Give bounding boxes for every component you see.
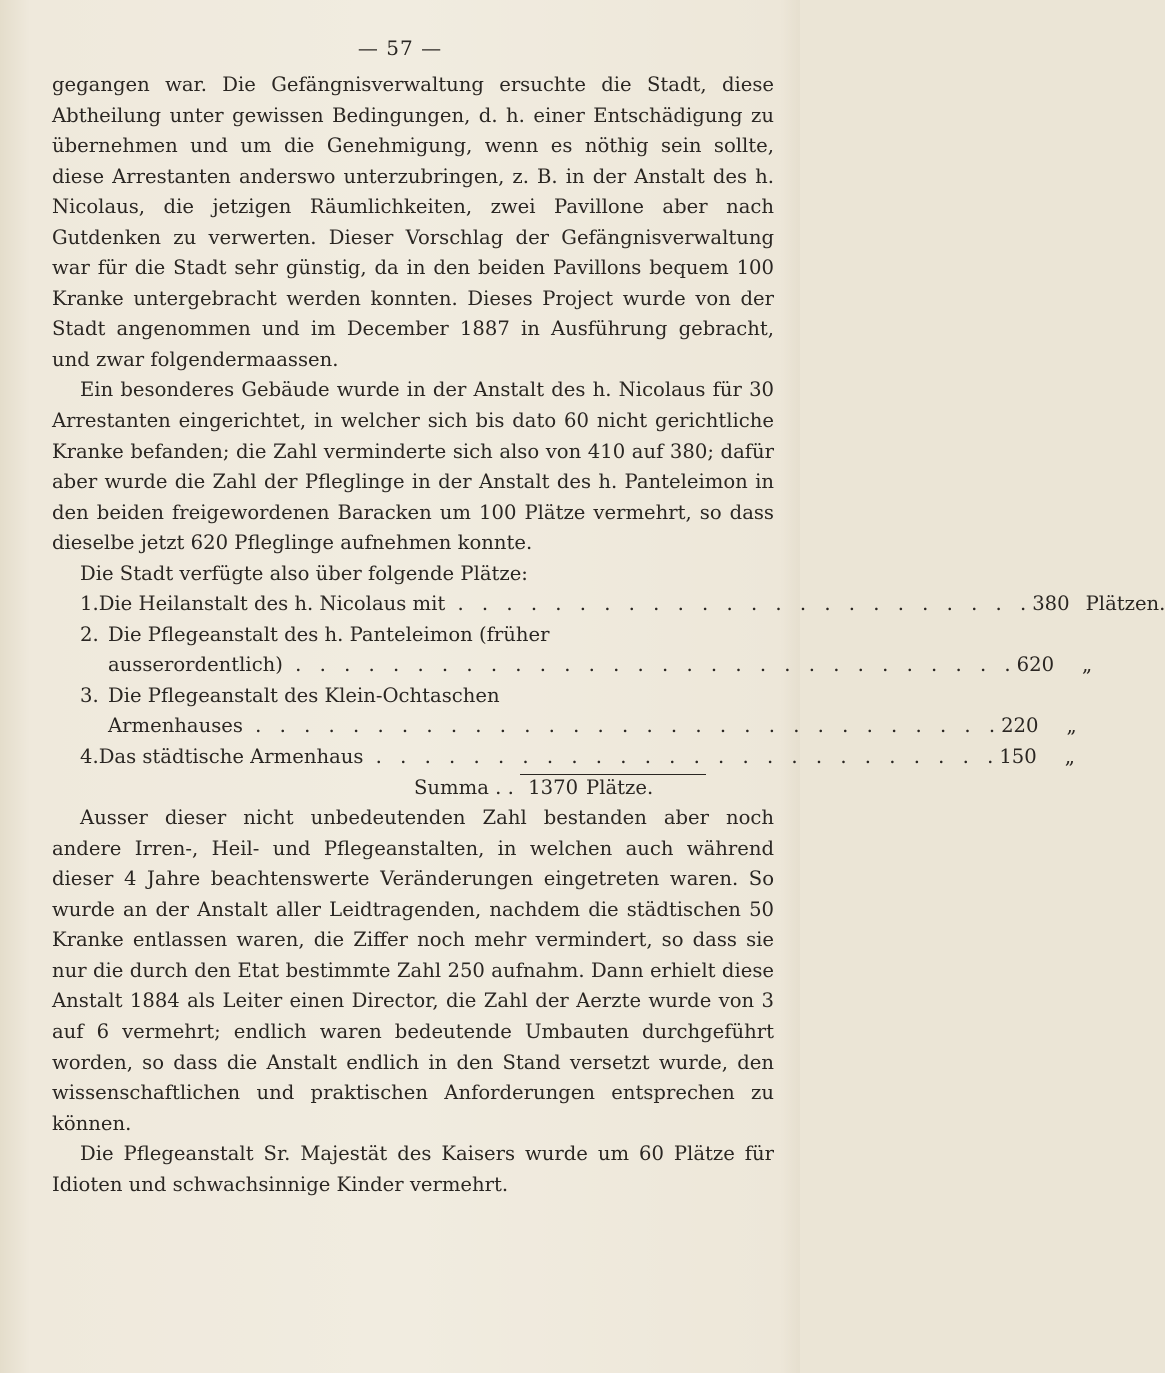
dot-leader: . . . . . . . . . . . . . . . . . . . . . . . . . . . . . . . (242, 714, 1002, 738)
paragraph-2: Ein besonderes Gebäude wurde in der Anstalt des h. Nicolaus für 30 Arrestanten eingerichtet, in welcher sich bis dato 60 nicht gerichtliche Kranke befanden; die Zahl verminderte sich also von 410 auf 380; dafür aber wurde die Zahl der Pfleglinge in der Anstalt des h. Panteleimon in den beiden freigewordenen Baracken um 100 Plätze vermehrt, so dass dieselbe jetzt 620 Pfleglinge aufnehmen konnte. (52, 378, 774, 555)
page-number: — 57 — (357, 36, 443, 60)
list-item-value: 150 (999, 745, 1037, 769)
paragraph-3: Ausser dieser nicht unbedeutenden Zahl bestanden aber noch andere Irren-, Heil- und Pflegeanstalten, in welchen auch während dieser 4 Jahre beachtenswerte Veränderungen eingetreten waren. So wurde an der Anstalt aller Leidtragenden, nachdem die städtischen 50 Kranke entlassen waren, die Ziffer noch mehr vermindert, so dass sie nur die durch den Etat bestimmte Zahl 250 aufnahm. Dann erhielt diese Anstalt 1884 als Leiter einen Director, die Zahl der Aerzte wurde von 3 auf 6 vermehrt; endlich waren bedeutende Umbauten durchgeführt worden, so dass die Anstalt endlich in den Stand versetzt wurde, den wissenschaftlichen und praktischen Anforderungen entsprechen zu können. (52, 806, 774, 1135)
list-item-number: 4. (80, 745, 99, 769)
list-item-label: Die Heilanstalt des h. Nicolaus mit (98, 592, 446, 616)
dot-leader: . . . . . . . . . . . . . . . . . . . . . . . . . . . . . . (282, 653, 1017, 677)
sum-row (52, 773, 774, 804)
paragraph-4: Die Pflegeanstalt Sr. Majestät des Kaisers wurde um 60 Plätze für Idioten und schwachsinnige Kinder vermehrt. (52, 1142, 774, 1196)
page-body (52, 70, 1165, 1200)
list-item-unit: „ (1082, 653, 1093, 677)
list-item-number: 2. (80, 622, 99, 646)
list-item-value: 380 (1032, 592, 1070, 616)
list-item (52, 589, 1165, 620)
list-item-value: 620 (1016, 653, 1055, 677)
places-list (52, 589, 1165, 803)
list-item-unit: „ (1064, 745, 1075, 769)
list-item-unit: Plätzen. (1085, 592, 1165, 616)
list-item-value: 220 (1001, 714, 1039, 738)
sum-unit: Plätze. (578, 774, 706, 801)
list-item-number: 3. (80, 683, 99, 707)
list-intro: Die Stadt verfügte also über folgende Plätze: (80, 561, 528, 585)
list-item (52, 742, 1075, 773)
list-item-unit: „ (1066, 714, 1077, 738)
list-item-continuation (52, 711, 1077, 742)
list-item-number: 1. (80, 592, 99, 616)
list-item-continuation (52, 650, 1093, 681)
paragraph-1: gegangen war. Die Gefängnisverwaltung ersuchte die Stadt, diese Abtheilung unter gewissen Bedingungen, d. h. einer Entschädigung zu übernehmen und um die Genehmigung, wenn es nöthig sein sollte, diese Arrestanten anderswo unterzubringen, z. B. in der Anstalt des h. Nicolaus, die jetzigen Räumlichkeiten, zwei Pavillone aber nach Gutdenken zu verwerten. Dieser Vorschlag der Gefängnisverwaltung war für die Stadt sehr günstig, da in den beiden Pavillons bequem 100 Kranke untergebracht werden konnten. Dieses Project wurde von der Stadt angenommen und im December 1887 in Ausführung gebracht, und zwar folgendermaassen. (52, 73, 774, 371)
sum-value: 1370 (520, 774, 578, 801)
list-item-label: Das städtische Armenhaus (98, 745, 364, 769)
list-item-label-cont: ausserordentlich) (108, 653, 283, 677)
dot-leader: . . . . . . . . . . . . . . . . . . . . . . . . (445, 592, 1033, 616)
list-item (52, 620, 774, 651)
list-item-label: Die Pflegeanstalt des Klein-Ochtaschen (108, 683, 500, 707)
sum-label: Summa . . (414, 775, 521, 799)
list-item-label: Die Pflegeanstalt des h. Panteleimon (früher (108, 622, 550, 646)
dot-leader: . . . . . . . . . . . . . . . . . . . . . . . . . . (363, 745, 1000, 769)
list-item (52, 681, 774, 712)
list-item-label-cont: Armenhauses (108, 714, 243, 738)
